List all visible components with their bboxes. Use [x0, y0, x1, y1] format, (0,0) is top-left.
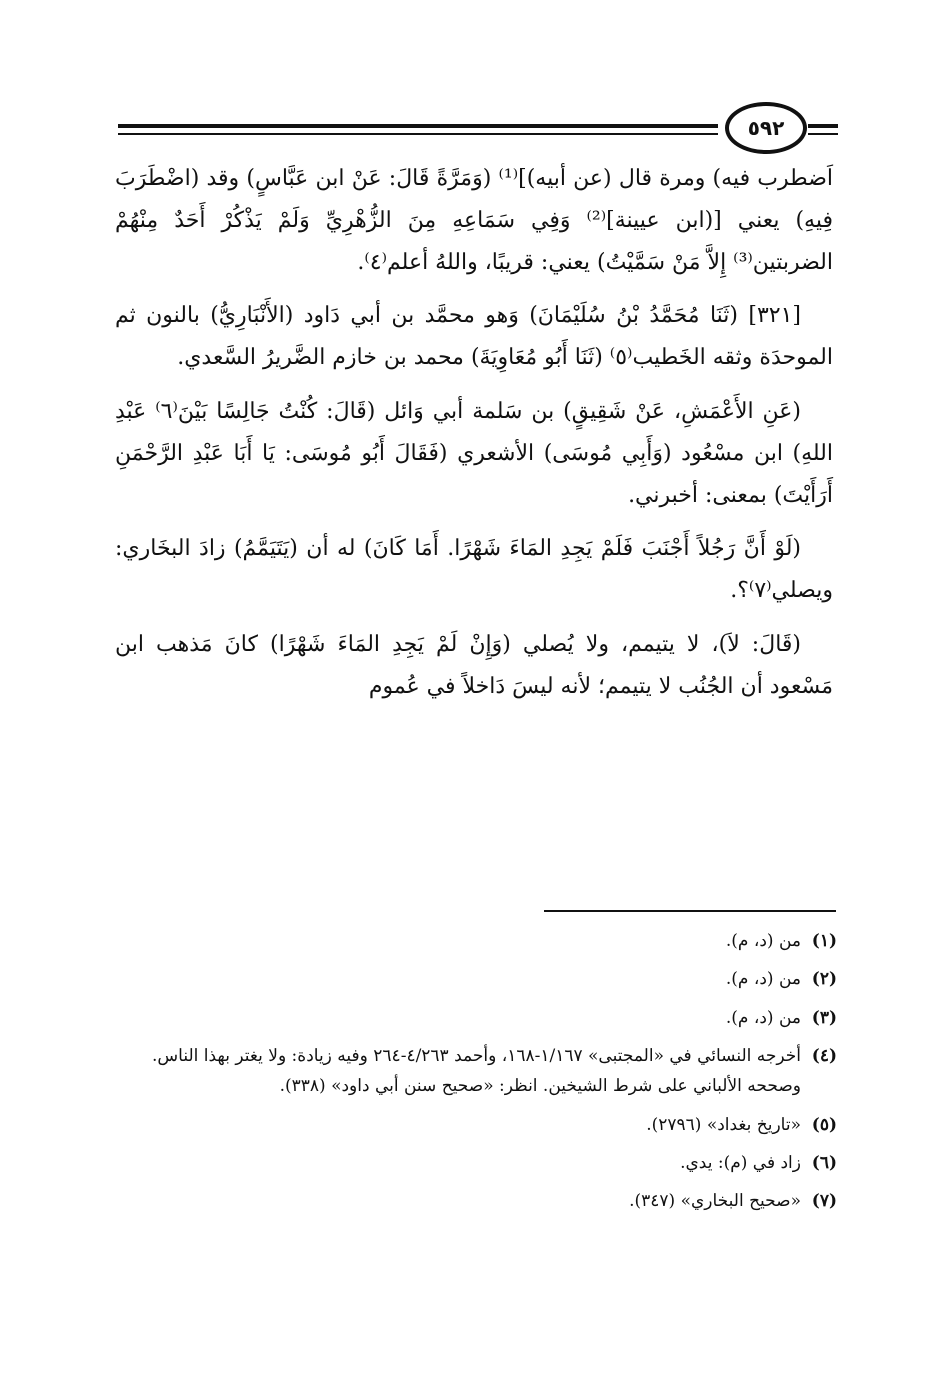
paragraph: اَضطرب فيه) ومرة قال (عن أبيه)]⁽¹⁾ (وَمَرَّةً قَالَ: عَنْ ابن عَبَّاسٍ) وقد (اضْطَرَبَ فِيهِ) يعني [(ابن عيينة]⁽²⁾ وَفِي سَمَاعِهِ مِنَ الزُّهْرِيِّ وَلَمْ يَذْكُرْ أَحَدٌ مِنْهُمْ الضربتين⁽³⁾ إِلاَّ مَنْ سَمَّيْتُ) يعني: قريبًا، واللهُ أعلم⁽٤⁾.: [115, 166, 834, 275]
footnote-line: من (د، م).: [725, 1007, 801, 1028]
footnote-text: [115, 1112, 801, 1142]
footnote-number: (٧): [811, 1191, 837, 1212]
paragraph: (قَالَ: لاَ)، لا يتيمم، ولا يُصلي (وَإِنْ لَمْ يَجِدِ المَاءَ شَهْرًا) كانَ مَذهب ابن مَسْعود أن الجُنُب لا يتيمم؛ لأنه ليسَ دَاخلاً في عُموم: [115, 631, 833, 699]
footnote-line: وصححه الألباني على شرط الشيخين. انظر: «صحيح سنن أبي داود» (٣٣٨).: [279, 1076, 801, 1097]
footnote-line: زاد في (م): يدي.: [680, 1153, 801, 1174]
footnote: [115, 928, 837, 958]
header-rule-right-bottom: [808, 133, 838, 135]
footnote-line: أخرجه النسائي في «المجتبى» ١/١٦٧-١٦٨، وأحمد ٤/٢٦٣-٢٦٤ وفيه زيادة: ولا يغتر بهذا الناس.: [152, 1046, 801, 1067]
header-rule-right-top: [808, 124, 838, 128]
paragraph: [٣٢١] (ثَنَا مُحَمَّدُ بْنُ سُلَيْمَانَ) وَهو محمَّد بن أبي دَاود (الأَنْبَارِيُّ) بالنون ثم الموحدَة وثقه الخَطيب⁽٥⁾ (ثَنَا أَبُو مُعَاوِيَةَ) محمد بن خازم الضَّريرُ السَّعدي.: [115, 303, 833, 371]
footnote: [115, 966, 837, 996]
footnote-text: [115, 1005, 801, 1035]
footnote-number: (١): [811, 931, 837, 951]
footnote: [115, 1112, 837, 1142]
footnote-text: [115, 966, 801, 996]
footnote-text: [115, 1150, 801, 1180]
footnote-separator: [544, 910, 836, 912]
header-rule-top: [118, 124, 718, 128]
footnote-number: (٤): [811, 1046, 837, 1067]
footnotes: [115, 928, 837, 1227]
footnote-line: «تاريخ بغداد» (٢٧٩٦).: [646, 1114, 801, 1135]
header-rule-bottom: [118, 133, 718, 135]
footnote: [115, 1188, 837, 1218]
footnote-line: «صحيح البخاري» (٣٤٧).: [629, 1191, 801, 1212]
page-number: ٥٩٢: [725, 102, 807, 154]
footnote: [115, 1150, 837, 1180]
footnote-number: (٢): [811, 969, 837, 990]
main-text: [115, 158, 833, 720]
footnote: [115, 1043, 837, 1104]
footnote-text: [115, 928, 801, 958]
footnote-number: (٦): [811, 1153, 837, 1174]
footnote-text: [115, 1188, 801, 1218]
footnote-line: من (د، م).: [725, 969, 801, 990]
footnote-number: (٣): [811, 1007, 837, 1028]
paragraph: (لَوْ أَنَّ رَجُلاً أَجْنَبَ فَلَمْ يَجِدِ المَاءَ شَهْرًا. أَمَا كَانَ) له أن (يَتَيَمَّمُ) زادَ البخَاري: ويصلي⁽٧⁾؟.: [115, 536, 833, 604]
paragraph: (عَنِ الأَعْمَشِ، عَنْ شَقِيقٍ) بن سَلمة أبي وَائل (قَالَ: كُنْتُ جَالِسًا بَيْنَ⁽٦⁾ عَبْدِ اللهِ) ابن مسْعُود (وَأَبِي مُوسَى) الأشعري (فَقَالَ أَبُو مُوسَى: يَا أَبَا عَبْدِ الرَّحْمَنِ أَرَأَيْتَ) بمعنى: أخبرني.: [115, 398, 833, 508]
footnote-number: (٥): [811, 1114, 837, 1135]
footnote-line: من (د، م).: [725, 931, 801, 951]
footnote-text: [115, 1043, 801, 1104]
footnote: [115, 1005, 837, 1035]
